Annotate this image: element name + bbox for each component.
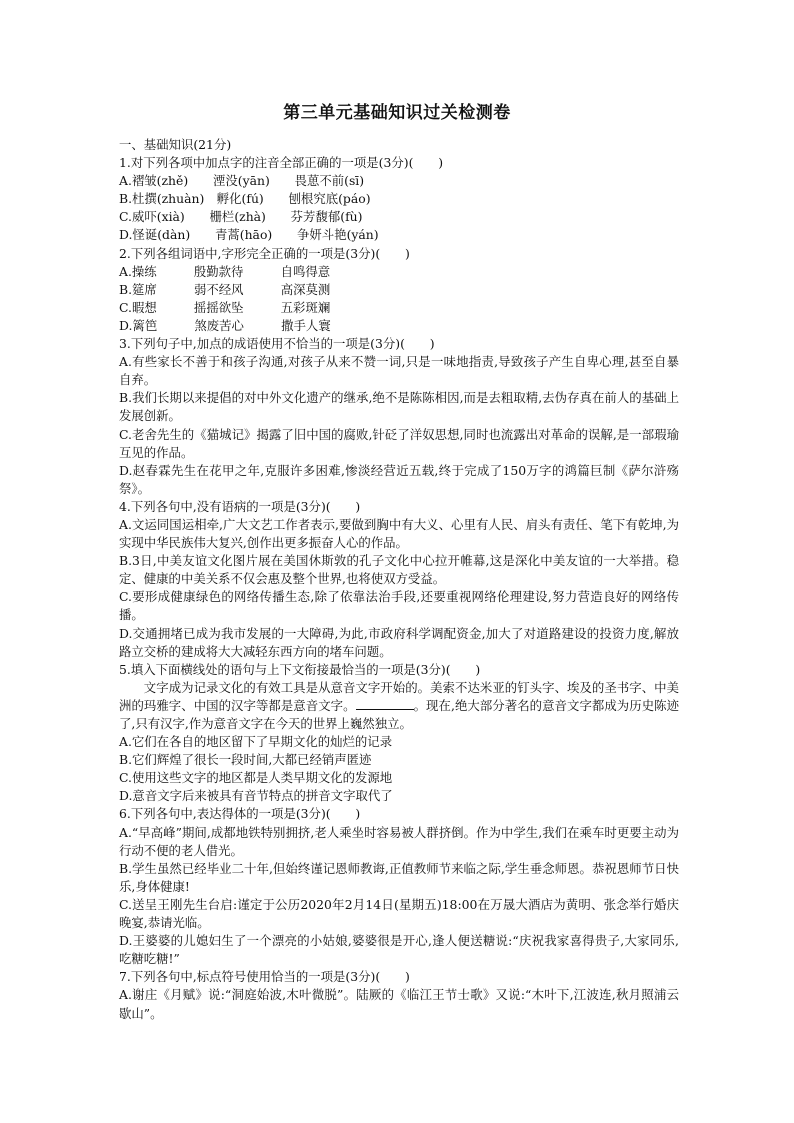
option-b: B.它们辉煌了很长一段时间,大都已经销声匿迹 [119, 752, 372, 768]
question-stem: 1.对下列各项中加点字的注音全部正确的一项是(3分)( ) [119, 155, 444, 171]
option-a: A.褶皱(zhě) 湮没(yān) 畏葸不前(sī) [119, 173, 365, 189]
passage-after: 。现在,绝大部分著名的意音文字都成为历史陈迹了,只有汉字,作为意音文字在今天的世界上巍然独立。 [119, 697, 679, 731]
option-c: C.使用这些文字的地区都是人类早期文化的发源地 [119, 770, 393, 786]
section-heading: 一、基础知识(21分) [119, 137, 232, 152]
option-c: C.威吓(xià) 栅栏(zhà) 芬芳馥郁(fù) [119, 209, 363, 225]
question-stem: 7.下列各句中,标点符号使用恰当的一项是(3分)( ) [119, 969, 410, 985]
option-a: A.谢庄《月赋》说:“洞庭始波,木叶微脱”。陆厥的《临江王节士歌》又说:“木叶下,江波连,秋月照浦云歇山”。 [119, 987, 679, 1021]
fill-blank [356, 698, 414, 710]
page-title: 第三单元基础知识过关检测卷 [283, 103, 511, 123]
option-c: C.要形成健康绿色的网络传播生态,除了依靠法治手段,还要重视网络伦理建设,努力营造良好的网络传播。 [119, 589, 679, 623]
option-d: D.篱笆 煞废苦心 撒手人寰 [119, 317, 331, 333]
option-b: B.学生虽然已经毕业二十年,但始终谨记恩师教诲,正值教师节来临之际,学生垂念师恩。恭祝恩师节日快乐,身体健康! [119, 860, 679, 894]
option-a: A.它们在各自的地区留下了早期文化的灿烂的记录 [119, 734, 393, 750]
option-b: B.杜撰(zhuàn) 孵化(fú) 刨根究底(páo) [119, 191, 371, 207]
option-d: D.怪诞(dàn) 青蒿(hāo) 争妍斗艳(yán) [119, 227, 379, 243]
question-stem: 4.下列各句中,没有语病的一项是(3分)( ) [119, 498, 361, 514]
question-stem: 3.下列句子中,加点的成语使用不恰当的一项是(3分)( ) [119, 336, 435, 352]
option-b: B.我们长期以来提倡的对中外文化遗产的继承,绝不是陈陈相因,而是去粗取精,去伪存真在前人的基础上发展创新。 [119, 390, 679, 424]
option-c: C.暇想 摇摇欲坠 五彩斑斓 [119, 299, 331, 315]
option-c: C.老舍先生的《猫城记》揭露了旧中国的腐败,针砭了洋奴思想,同时也流露出对革命的误解,是一部瑕瑜互见的作品。 [119, 426, 679, 460]
option-d: D.赵春霖先生在花甲之年,克服许多困难,惨淡经营近五载,终于完成了150万字的鸿篇巨制《萨尔浒殇祭》。 [119, 462, 679, 496]
question-stem: 6.下列各句中,表达得体的一项是(3分)( ) [119, 806, 361, 822]
option-d: D.交通拥堵已成为我市发展的一大障碍,为此,市政府科学调配资金,加大了对道路建设的投资力度,解放路立交桥的建成将大大减轻东西方向的堵车问题。 [119, 625, 679, 659]
option-a: A.“早高峰”期间,成都地铁特别拥挤,老人乘坐时容易被人群挤倒。作为中学生,我们在乘车时更要主动为行动不便的老人借光。 [119, 824, 679, 858]
question-stem: 2.下列各组词语中,字形完全正确的一项是(3分)( ) [119, 245, 410, 261]
option-c: C.送呈王刚先生台启:谨定于公历2020年2月14日(星期五)18:00在万晟大酒店为黄明、张念举行婚庆晚宴,恭请光临。 [119, 896, 679, 931]
option-a: A.文运同国运相牵,广大文艺工作者表示,要做到胸中有大义、心里有人民、肩头有责任、笔下有乾坤,为实现中华民族伟大复兴,创作出更多振奋人心的作品。 [119, 516, 679, 551]
passage-before: 文字成为记录文化的有效工具是从意音文字开始的。美索不达米亚的钉头字、埃及的圣书字、中美洲的玛雅字、中国的汉字等都是意音文字。 [119, 679, 679, 713]
question-body [119, 136, 679, 1023]
option-d: D.意音文字后来被具有音节特点的拼音文字取代了 [119, 788, 393, 804]
option-a: A.有些家长不善于和孩子沟通,对孩子从来不赞一词,只是一味地指责,导致孩子产生自卑心理,甚至自暴自弃。 [119, 354, 679, 388]
question-stem: 5.填入下面横线处的语句与上下文衔接最恰当的一项是(3分)( ) [119, 661, 481, 677]
option-b: B.筵席 弱不经风 高深莫测 [119, 281, 331, 297]
passage [119, 679, 679, 733]
option-d: D.王婆婆的儿媳妇生了一个漂亮的小姑娘,婆婆很是开心,逢人便送糖说:“庆祝我家喜得贵子,大家同乐,吃糖吃糖!” [119, 933, 679, 967]
option-b: B.3日,中美友谊文化图片展在美国休斯敦的孔子文化中心拉开帷幕,这是深化中美友谊的一大举措。稳定、健康的中美关系不仅会惠及整个世界,也将使双方受益。 [119, 553, 679, 587]
option-a: A.操练 殷勤款待 自鸣得意 [119, 263, 331, 279]
